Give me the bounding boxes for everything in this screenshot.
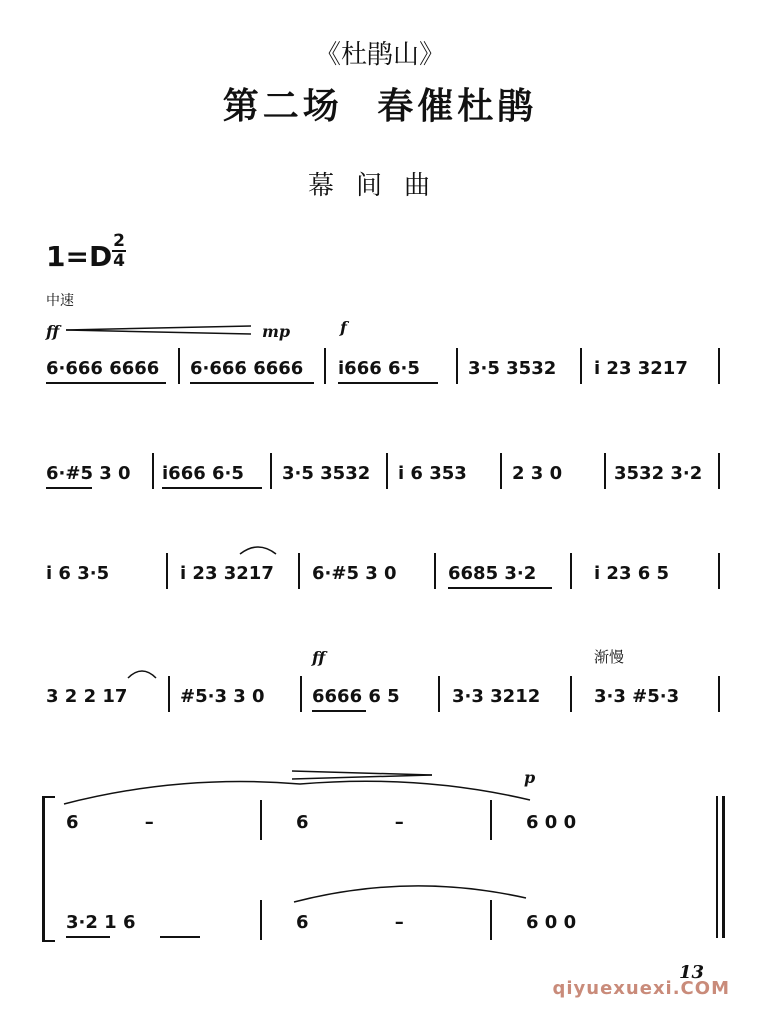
barline bbox=[490, 900, 492, 940]
piece-title: 幕间曲 bbox=[307, 171, 452, 201]
measure: i666 6·5 bbox=[162, 463, 244, 484]
key-signature: 1=D bbox=[46, 240, 113, 273]
barline bbox=[490, 800, 492, 840]
measure: 6685 3·2 bbox=[448, 563, 537, 584]
barline bbox=[434, 553, 436, 589]
measure: 3·3 3212 bbox=[452, 686, 541, 707]
final-barline bbox=[722, 796, 725, 938]
measure: 3532 3·2 bbox=[614, 463, 703, 484]
barline bbox=[386, 453, 388, 489]
barline bbox=[500, 453, 502, 489]
time-denominator: 4 bbox=[113, 251, 125, 271]
measure: 6·#5 3 0 bbox=[312, 563, 397, 584]
measure: i 23 3217 bbox=[594, 358, 688, 379]
decrescendo-hairpin bbox=[290, 768, 435, 782]
barline bbox=[718, 348, 720, 384]
measure: i 23 6 5 bbox=[594, 563, 670, 584]
crescendo-hairpin bbox=[66, 320, 256, 340]
system-bracket bbox=[42, 796, 55, 942]
barline bbox=[570, 676, 572, 712]
measure: 3·3 #5·3 bbox=[594, 686, 680, 707]
page-number: 13 bbox=[678, 962, 704, 983]
time-signature bbox=[112, 233, 126, 269]
tie-arc bbox=[238, 540, 278, 556]
slur-arc bbox=[290, 876, 530, 906]
barline bbox=[716, 796, 718, 938]
tempo-marking: 中速 bbox=[46, 293, 74, 309]
measure: #5·3 3 0 bbox=[180, 686, 265, 707]
measure: 3·2 1 6 bbox=[66, 912, 136, 933]
dynamic-ff: ff bbox=[312, 648, 326, 667]
opera-title: 《杜鹃山》 bbox=[314, 40, 445, 70]
dynamic-mp: mp bbox=[262, 322, 291, 341]
measure: i 6 3·5 bbox=[46, 563, 110, 584]
barline bbox=[324, 348, 326, 384]
measure: 6 – bbox=[296, 812, 404, 833]
barline bbox=[718, 453, 720, 489]
barline bbox=[456, 348, 458, 384]
measure: i666 6·5 bbox=[338, 358, 420, 379]
barline bbox=[570, 553, 572, 589]
barline bbox=[270, 453, 272, 489]
measure: i 23 3217 bbox=[180, 563, 274, 584]
measure: i 6 353 bbox=[398, 463, 467, 484]
tie-arc bbox=[126, 664, 158, 680]
dynamic-p: p bbox=[524, 768, 536, 787]
barline bbox=[298, 553, 300, 589]
measure: 6 0 0 bbox=[526, 812, 577, 833]
watermark: qiyuexuexi.COM bbox=[552, 978, 730, 999]
barline bbox=[718, 553, 720, 589]
ritardando-marking: 渐慢 bbox=[594, 648, 625, 666]
measure: 6 0 0 bbox=[526, 912, 577, 933]
measure: 6·666 6666 bbox=[46, 358, 160, 379]
dynamic-f: f bbox=[340, 318, 347, 337]
measure: 6·#5 3 0 bbox=[46, 463, 131, 484]
measure: 3·5 3532 bbox=[282, 463, 371, 484]
barline bbox=[438, 676, 440, 712]
barline bbox=[300, 676, 302, 712]
barline bbox=[580, 348, 582, 384]
measure: 2 3 0 bbox=[512, 463, 563, 484]
scene-title: 第二场 春催杜鹃 bbox=[222, 86, 538, 127]
barline bbox=[260, 800, 262, 840]
barline bbox=[604, 453, 606, 489]
barline bbox=[168, 676, 170, 712]
barline bbox=[260, 900, 262, 940]
barline bbox=[178, 348, 180, 384]
measure: 3 2 2 17 bbox=[46, 686, 128, 707]
dynamic-ff: ff bbox=[46, 322, 60, 341]
measure: 6 – bbox=[66, 812, 154, 833]
barline bbox=[152, 453, 154, 489]
measure: 6666 6 5 bbox=[312, 686, 400, 707]
measure: 6 – bbox=[296, 912, 404, 933]
barline bbox=[166, 553, 168, 589]
measure: 3·5 3532 bbox=[468, 358, 557, 379]
barline bbox=[718, 676, 720, 712]
time-numerator: 2 bbox=[113, 231, 125, 251]
measure: 6·666 6666 bbox=[190, 358, 304, 379]
